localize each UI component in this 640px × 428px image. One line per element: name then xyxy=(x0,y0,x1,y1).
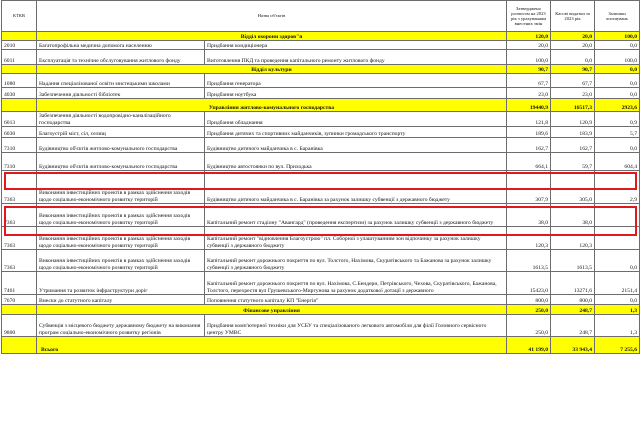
plan-cell: 19440,9 xyxy=(507,99,551,112)
rest-cell: 0,0 xyxy=(595,74,640,88)
rest-cell: 7 255,6 xyxy=(595,337,640,354)
table-row xyxy=(2,295,640,305)
rest-cell: 5,7 xyxy=(595,127,640,138)
plan-cell: 120,0 xyxy=(507,32,551,41)
rest-cell: 0,0 xyxy=(595,138,640,153)
plan-cell: 189,6 xyxy=(507,127,551,138)
plan-cell: 162,7 xyxy=(507,138,551,153)
fact-cell: 20,0 xyxy=(551,32,595,41)
plan-cell: 100,0 xyxy=(507,50,551,65)
kod-cell: 6013 xyxy=(2,112,37,127)
section-title: Відділ культури xyxy=(37,65,507,74)
fact-cell: 16517,3 xyxy=(551,99,595,112)
table-row xyxy=(2,250,640,272)
rest-cell: 100,0 xyxy=(595,50,640,65)
header-remainder: Залишки асигнувань xyxy=(595,1,640,32)
rest-cell: 0,0 xyxy=(595,41,640,50)
rest-cell: 1,3 xyxy=(595,305,640,315)
rest-cell: 2,9 xyxy=(595,171,640,204)
budget-table xyxy=(1,0,640,354)
header-approved: Затверджено розписом на 2023 рік з урахуванням внесених змін xyxy=(507,1,551,32)
kod-cell: 7363 xyxy=(2,171,37,204)
program-cell: Виконання інвестиційних проектів в рамках здійснення заходів щодо соціально-економічного розвитку територій xyxy=(37,171,205,204)
rest-cell xyxy=(595,204,640,227)
kod-cell: 7670 xyxy=(2,295,37,305)
plan-cell: 38,0 xyxy=(507,204,551,227)
fact-cell: 67,7 xyxy=(551,74,595,88)
program-cell: Внески до статутного капіталу xyxy=(37,295,205,305)
object-cell: Придбання комп'ютерної техніки для УСБУ та спеціалізованого легкового автомобіля для філії Головного сервісного центру УМВС xyxy=(205,315,507,337)
header-name: Назва об'єктів xyxy=(37,1,507,32)
object-cell: Будівництво дитячого майданчика в с. Баранівка xyxy=(205,138,507,153)
kod-cell xyxy=(2,65,37,74)
fact-cell: 120,3 xyxy=(551,227,595,250)
fact-cell: 0,0 xyxy=(551,50,595,65)
table-row xyxy=(2,88,640,99)
section-row xyxy=(2,65,640,74)
header-spent: Касові видатки за 2023 рік xyxy=(551,1,595,32)
kod-cell xyxy=(2,99,37,112)
table-row xyxy=(2,41,640,50)
table-row xyxy=(2,204,640,227)
rest-cell: 2923,6 xyxy=(595,99,640,112)
object-cell: Будівництво автостоянки по вул. Приходька xyxy=(205,153,507,171)
fact-cell: 120,9 xyxy=(551,112,595,127)
object-cell: Придбання ноутбука xyxy=(205,88,507,99)
program-cell: Забезпечення діяльності бібліотек xyxy=(37,88,205,99)
rest-cell: 0,9 xyxy=(595,112,640,127)
fact-cell: 248,7 xyxy=(551,315,595,337)
rest-cell: 100,0 xyxy=(595,32,640,41)
object-cell: Придбання генератора xyxy=(205,74,507,88)
fact-cell: 162,7 xyxy=(551,138,595,153)
table-row xyxy=(2,272,640,295)
section-row xyxy=(2,99,640,112)
kod-cell: 7363 xyxy=(2,227,37,250)
object-cell: Придбання обладнання xyxy=(205,112,507,127)
program-cell: Утримання та розвиток інфраструктури доріг xyxy=(37,272,205,295)
object-cell: Капітальний ремонт дорожнього покриття по вул. Нахімова, С.Бендери, Петрівського, Чехова, Скуратівського, Бажанова, Толстого, перехрестя вул Грушевського-Миргунова за рахунок додаткової дотації з державного xyxy=(205,272,507,295)
object-cell: Капітальний ремонт стадіону "Авангард" (проведення експертизи) за рахунок залишку субвенції з державного бюджету xyxy=(205,204,507,227)
fact-cell: 248,7 xyxy=(551,305,595,315)
object-cell: Поповнення статутного капіталу КП "Енергія" xyxy=(205,295,507,305)
fact-cell: 800,0 xyxy=(551,295,595,305)
fact-cell: 59,7 xyxy=(551,153,595,171)
object-cell: Будівництво дитячого майданчика в с. Баранівка за рахунок залишку субвенції з державного бюджету xyxy=(205,171,507,204)
section-title: Фінансове управління xyxy=(37,305,507,315)
plan-cell: 664,1 xyxy=(507,153,551,171)
fact-cell: 33 943,4 xyxy=(551,337,595,354)
program-cell: Надання спеціалізованої освіти мистецькими школами xyxy=(37,74,205,88)
program-cell: Будівництво об'єктів житлово-комунального господарства xyxy=(37,138,205,153)
rest-cell: 1,3 xyxy=(595,315,640,337)
plan-cell: 121,8 xyxy=(507,112,551,127)
object-cell: Придбання дитячих та спортивних майданчиків, зупинки громадського транспорту xyxy=(205,127,507,138)
plan-cell: 120,3 xyxy=(507,227,551,250)
program-cell: Будівництво об'єктів житлово-комунального господарства xyxy=(37,153,205,171)
kod-cell: 9800 xyxy=(2,315,37,337)
fact-cell: 38,0 xyxy=(551,204,595,227)
plan-cell: 800,0 xyxy=(507,295,551,305)
program-cell: Субвенція з місцевого бюджету державному бюджету на виконання програм соціально-економічного розвитку регіонів xyxy=(37,315,205,337)
fact-cell: 23,0 xyxy=(551,88,595,99)
header-kod: КТКВ xyxy=(2,1,37,32)
program-cell: Виконання інвестиційних проектів в рамках здійснення заходів щодо соціально-економічного розвитку територій xyxy=(37,227,205,250)
kod-cell: 7363 xyxy=(2,204,37,227)
program-cell: Багатопрофільна медична допомога населенню xyxy=(37,41,205,50)
kod-cell xyxy=(2,32,37,41)
plan-cell: 90,7 xyxy=(507,65,551,74)
total-row xyxy=(2,337,640,354)
fact-cell: 305,0 xyxy=(551,171,595,204)
fact-cell: 1613,5 xyxy=(551,250,595,272)
total-label: Всього xyxy=(37,337,507,354)
plan-cell: 15423,0 xyxy=(507,272,551,295)
table-row xyxy=(2,50,640,65)
rest-cell: 0,0 xyxy=(595,88,640,99)
table-row xyxy=(2,153,640,171)
program-cell: Благоустрій міст, сіл, селищ xyxy=(37,127,205,138)
table-header-row xyxy=(2,1,640,32)
kod-cell xyxy=(2,305,37,315)
object-cell: Придбання кондиціонера xyxy=(205,41,507,50)
fact-cell: 90,7 xyxy=(551,65,595,74)
plan-cell: 67,7 xyxy=(507,74,551,88)
object-cell: Капітальний ремонт "відновлення Благоустрою" пл. Соборної з улаштуванням зон відпочинку за рахунок залишку субвенції з державного бюджету xyxy=(205,227,507,250)
rest-cell: 0,0 xyxy=(595,65,640,74)
kod-cell: 1080 xyxy=(2,74,37,88)
kod-cell: 4030 xyxy=(2,88,37,99)
rest-cell: 0,0 xyxy=(595,295,640,305)
plan-cell: 20,0 xyxy=(507,41,551,50)
plan-cell: 307,9 xyxy=(507,171,551,204)
fact-cell: 20,0 xyxy=(551,41,595,50)
rest-cell: 604,4 xyxy=(595,153,640,171)
table-row xyxy=(2,127,640,138)
kod-cell: 7461 xyxy=(2,272,37,295)
table-row xyxy=(2,112,640,127)
section-title: Управління житлово-комунального господарства xyxy=(37,99,507,112)
program-cell: Експлуатація та технічне обслуговування житлового фонду xyxy=(37,50,205,65)
plan-cell: 41 199,0 xyxy=(507,337,551,354)
rest-cell: 2151,4 xyxy=(595,272,640,295)
plan-cell: 250,0 xyxy=(507,315,551,337)
plan-cell: 250,0 xyxy=(507,305,551,315)
kod-cell: 7310 xyxy=(2,138,37,153)
program-cell: Забезпечення діяльності водопровідно-каналізаційного господарства xyxy=(37,112,205,127)
object-cell: Виготовлення ПКД та проведення капітального ремонту житлового фонду xyxy=(205,50,507,65)
table-row xyxy=(2,171,640,204)
fact-cell: 13271,6 xyxy=(551,272,595,295)
table-row xyxy=(2,315,640,337)
kod-cell: 6011 xyxy=(2,50,37,65)
section-row xyxy=(2,32,640,41)
fact-cell: 183,9 xyxy=(551,127,595,138)
table-row xyxy=(2,138,640,153)
rest-cell xyxy=(595,227,640,250)
program-cell: Виконання інвестиційних проектів в рамках здійснення заходів щодо соціально-економічного розвитку територій xyxy=(37,204,205,227)
table-row xyxy=(2,74,640,88)
kod-cell: 7363 xyxy=(2,250,37,272)
kod-cell: 6030 xyxy=(2,127,37,138)
object-cell: Капітальний ремонт дорожнього покриття по вул. Толстого, Нахімова, Скуратівського та Бажанова за рахунок залишку субвенції з державного бюджету xyxy=(205,250,507,272)
plan-cell: 1613,5 xyxy=(507,250,551,272)
table-row xyxy=(2,227,640,250)
kod-cell: 7310 xyxy=(2,153,37,171)
plan-cell: 23,0 xyxy=(507,88,551,99)
section-title: Відділ охорони здоров"я xyxy=(37,32,507,41)
kod-cell xyxy=(2,337,37,354)
program-cell: Виконання інвестиційних проектів в рамках здійснення заходів щодо соціально-економічного розвитку територій xyxy=(37,250,205,272)
rest-cell: 0,0 xyxy=(595,250,640,272)
kod-cell: 2010 xyxy=(2,41,37,50)
section-row xyxy=(2,305,640,315)
table-body xyxy=(2,32,640,354)
